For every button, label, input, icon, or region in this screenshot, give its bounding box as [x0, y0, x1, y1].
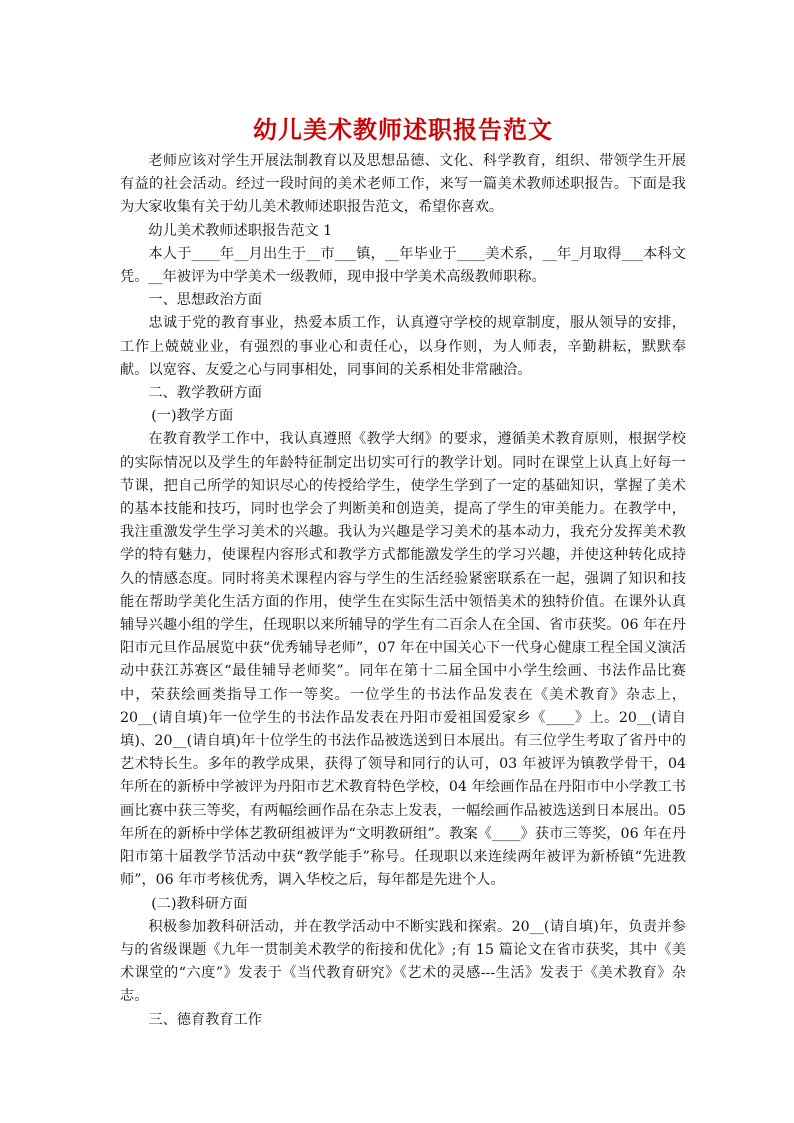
politics-paragraph: 忠诚于党的教育事业，热爱本质工作，认真遵守学校的规章制度，服从领导的安排，工作上兢兢业业，有强烈的事业心和责任心，以身作则，为人师表，辛勤耕耘，默默奉献。以宽容、友爱之心与同事相处，同事间的关系相处非常融洽。 [120, 315, 686, 378]
section-heading-teaching: 二、教学教研方面 [148, 385, 262, 402]
document-page [120, 112, 686, 1032]
section-heading-moral: 三、德育教育工作 [148, 1011, 262, 1028]
self-intro-paragraph: 本人于____年__月出生于__市___镇，__年毕业于____美术系，__年_月取得___本科文凭。__年被评为中学美术一级教师，现申报中学美术高级教师职称。 [120, 245, 686, 286]
subsection-heading-teaching: (一)教学方面 [151, 408, 234, 425]
teaching-paragraph: 在教育教学工作中，我认真遵照《教学大纲》的要求，遵循美术教育原则，根据学校的实际情况以及学生的年龄特征制定出切实可行的教学计划。同时在课堂上认真上好每一节课，把自己所学的知识尽心的传授给学生，使学生学到了一定的基础知识，掌握了美术的基本技能和技巧，同时也学会了判断美和创造美，提高了学生的审美能力。在教学中，我注重激发学生学习美术的兴趣。我认为兴趣是学习美术的基本动力，我充分发挥美术教学的特有魅力，使课程内容形式和教学方式都能激发学生的学习兴趣，并使这种转化成持久的情感态度。同时将美术课程内容与学生的生活经验紧密联系在一起，强调了知识和技能在帮助学美化生活方面的作用，使学生在实际生活中领悟美术的独特价值。在课外认真辅导兴趣小组的学生，任现职以来所辅导的学生有二百余人在全国、省市获奖。06 年在丹阳市元旦作品展览中获“优秀辅导老师”，07 年在中国关心下一代身心健康工程全国义演活动中获江苏赛区“最佳辅导老师奖”。同年在第十二届全国中小学生绘画、书法作品比赛中，荣获绘画类指导工作一等奖。一位学生的书法作品发表在《美术教育》杂志上，20__(请自填)年一位学生的书法作品发表在丹阳市爱祖国爱家乡《____》上。20__(请自填)、20__(请自填)年十位学生的书法作品被选送到日本展出。有三位学生考取了省丹中的艺术特长生。多年的教学成果，获得了领导和同行的认可，03 年被评为镇教学骨干，04 年所在的新桥中学被评为丹阳市艺术教育特色学校，04 年绘画作品在丹阳市中小学教工书画比赛中获三等奖，有两幅绘画作品在杂志上发表，一幅绘画作品被选送到日本展出。05 年所在的新桥中学体艺教研组被评为“文明教研组”。教案《____》获市三等奖，06 年在丹阳市第十届教学节活动中获“教学能手”称号。任现职以来连续两年被评为新桥镇“先进教师”，06 年市考核优秀，调入华校之后，每年都是先进个人。 [120, 431, 686, 889]
section-heading-politics: 一、思想政治方面 [148, 292, 262, 309]
intro-paragraph: 老师应该对学生开展法制教育以及思想品德、文化、科学教育，组织、带领学生开展有益的社会活动。经过一段时间的美术老师工作，来写一篇美术教师述职报告。下面是我为大家收集有关于幼儿美术教师述职报告范文，希望你喜欢。 [120, 153, 686, 216]
research-paragraph: 积极参加教科研活动，并在教学活动中不断实践和探索。20__(请自填)年，负责并参与的省级课题《九年一贯制美术教学的衔接和优化》;有 15 篇论文在省市获奖，其中《美术课堂的“六度”》发表于《当代教育研究》《艺术的灵感---生活》发表于《美术教育》杂志。 [120, 918, 686, 1005]
subsection-heading-research: (二)教科研方面 [151, 895, 248, 912]
sample-label: 幼儿美术教师述职报告范文 1 [148, 222, 333, 239]
document-title: 幼儿美术教师述职报告范文 [253, 116, 553, 144]
